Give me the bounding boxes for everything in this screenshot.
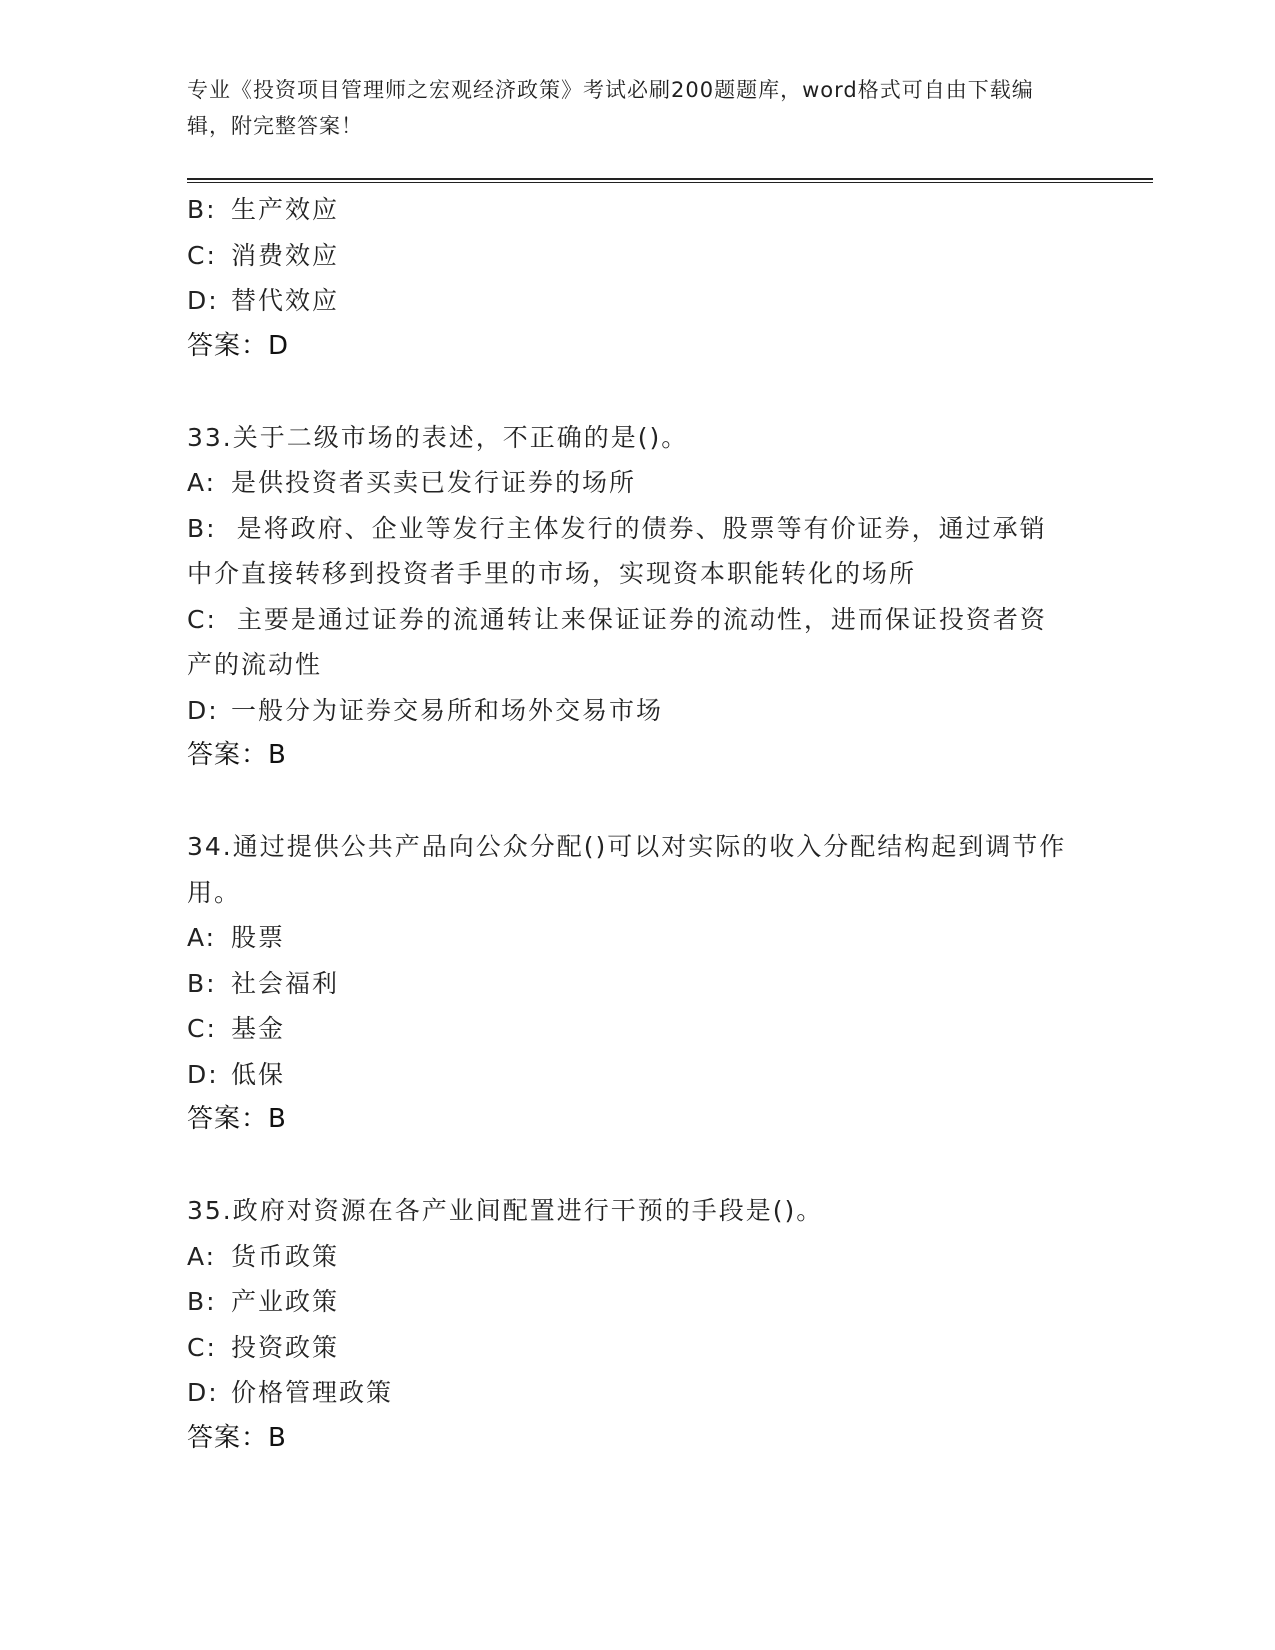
option-key: A: bbox=[187, 468, 217, 497]
option-text: 是供投资者买卖已发行证券的场所 bbox=[231, 468, 637, 497]
option-d bbox=[187, 278, 1067, 324]
question-stem: 34.通过提供公共产品向公众分配()可以对实际的收入分配结构起到调节作用。 bbox=[187, 832, 1067, 907]
option-d bbox=[187, 688, 1067, 734]
option-key: D: bbox=[187, 286, 219, 315]
option-d bbox=[187, 1370, 1067, 1416]
option-a bbox=[187, 460, 1067, 506]
option-b bbox=[187, 961, 1067, 1007]
option-b bbox=[187, 1279, 1067, 1325]
option-text: 投资政策 bbox=[231, 1332, 340, 1362]
option-text: 价格管理政策 bbox=[231, 1378, 394, 1407]
option-key: D: bbox=[187, 1378, 219, 1407]
option-key: D: bbox=[187, 695, 219, 725]
answer-line: 答案：D bbox=[187, 330, 290, 361]
option-text: 替代效应 bbox=[231, 286, 340, 315]
option-key: C: bbox=[187, 1332, 217, 1362]
carryover-question bbox=[187, 187, 1067, 369]
option-text: 消费效应 bbox=[231, 240, 340, 270]
question-content bbox=[187, 187, 1067, 1461]
option-b bbox=[187, 506, 1067, 597]
option-key: B: bbox=[187, 968, 217, 998]
option-text: 一般分为证券交易所和场外交易市场 bbox=[231, 695, 664, 725]
answer-line: 答案：B bbox=[187, 740, 287, 770]
answer-line: 答案：B bbox=[187, 1104, 287, 1134]
question-35 bbox=[187, 1188, 1067, 1461]
option-a bbox=[187, 1234, 1067, 1280]
option-text: 产业政策 bbox=[231, 1287, 340, 1316]
question-stem: 33.关于二级市场的表述，不正确的是()。 bbox=[187, 422, 689, 452]
document-title: 专业《投资项目管理师之宏观经济政策》考试必刷200题题库，word格式可自由下载编辑，附完整答案！ bbox=[187, 78, 1034, 138]
document-header bbox=[187, 72, 1067, 144]
option-key: B: bbox=[187, 1287, 217, 1316]
option-text: 低保 bbox=[231, 1059, 286, 1089]
option-key: C: bbox=[187, 604, 217, 634]
option-key: B: bbox=[187, 195, 217, 224]
option-d bbox=[187, 1052, 1067, 1098]
answer-line: 答案：B bbox=[187, 1422, 287, 1453]
option-text: 社会福利 bbox=[231, 968, 340, 998]
option-text: 股票 bbox=[231, 923, 286, 952]
question-33 bbox=[187, 415, 1067, 779]
header-double-rule bbox=[187, 178, 1153, 183]
option-key: C: bbox=[187, 1014, 217, 1043]
option-c bbox=[187, 597, 1067, 688]
option-c bbox=[187, 233, 1067, 279]
option-key: A: bbox=[187, 923, 217, 952]
option-key: D: bbox=[187, 1059, 219, 1089]
option-text: 主要是通过证券的流通转让来保证证券的流动性，进而保证投资者资产的流动性 bbox=[187, 604, 1047, 679]
option-key: B: bbox=[187, 513, 217, 543]
option-text: 生产效应 bbox=[231, 195, 340, 224]
option-c bbox=[187, 1325, 1067, 1371]
option-key: C: bbox=[187, 240, 217, 270]
option-c bbox=[187, 1006, 1067, 1052]
option-text: 基金 bbox=[231, 1014, 286, 1043]
option-a bbox=[187, 915, 1067, 961]
question-34 bbox=[187, 824, 1067, 1143]
option-b bbox=[187, 187, 1067, 233]
option-text: 是将政府、企业等发行主体发行的债券、股票等有价证券，通过承销中介直接转移到投资者手里的市场，实现资本职能转化的场所 bbox=[187, 513, 1047, 588]
option-key: A: bbox=[187, 1241, 217, 1271]
option-text: 货币政策 bbox=[231, 1241, 340, 1271]
question-stem: 35.政府对资源在各产业间配置进行干预的手段是()。 bbox=[187, 1196, 824, 1225]
